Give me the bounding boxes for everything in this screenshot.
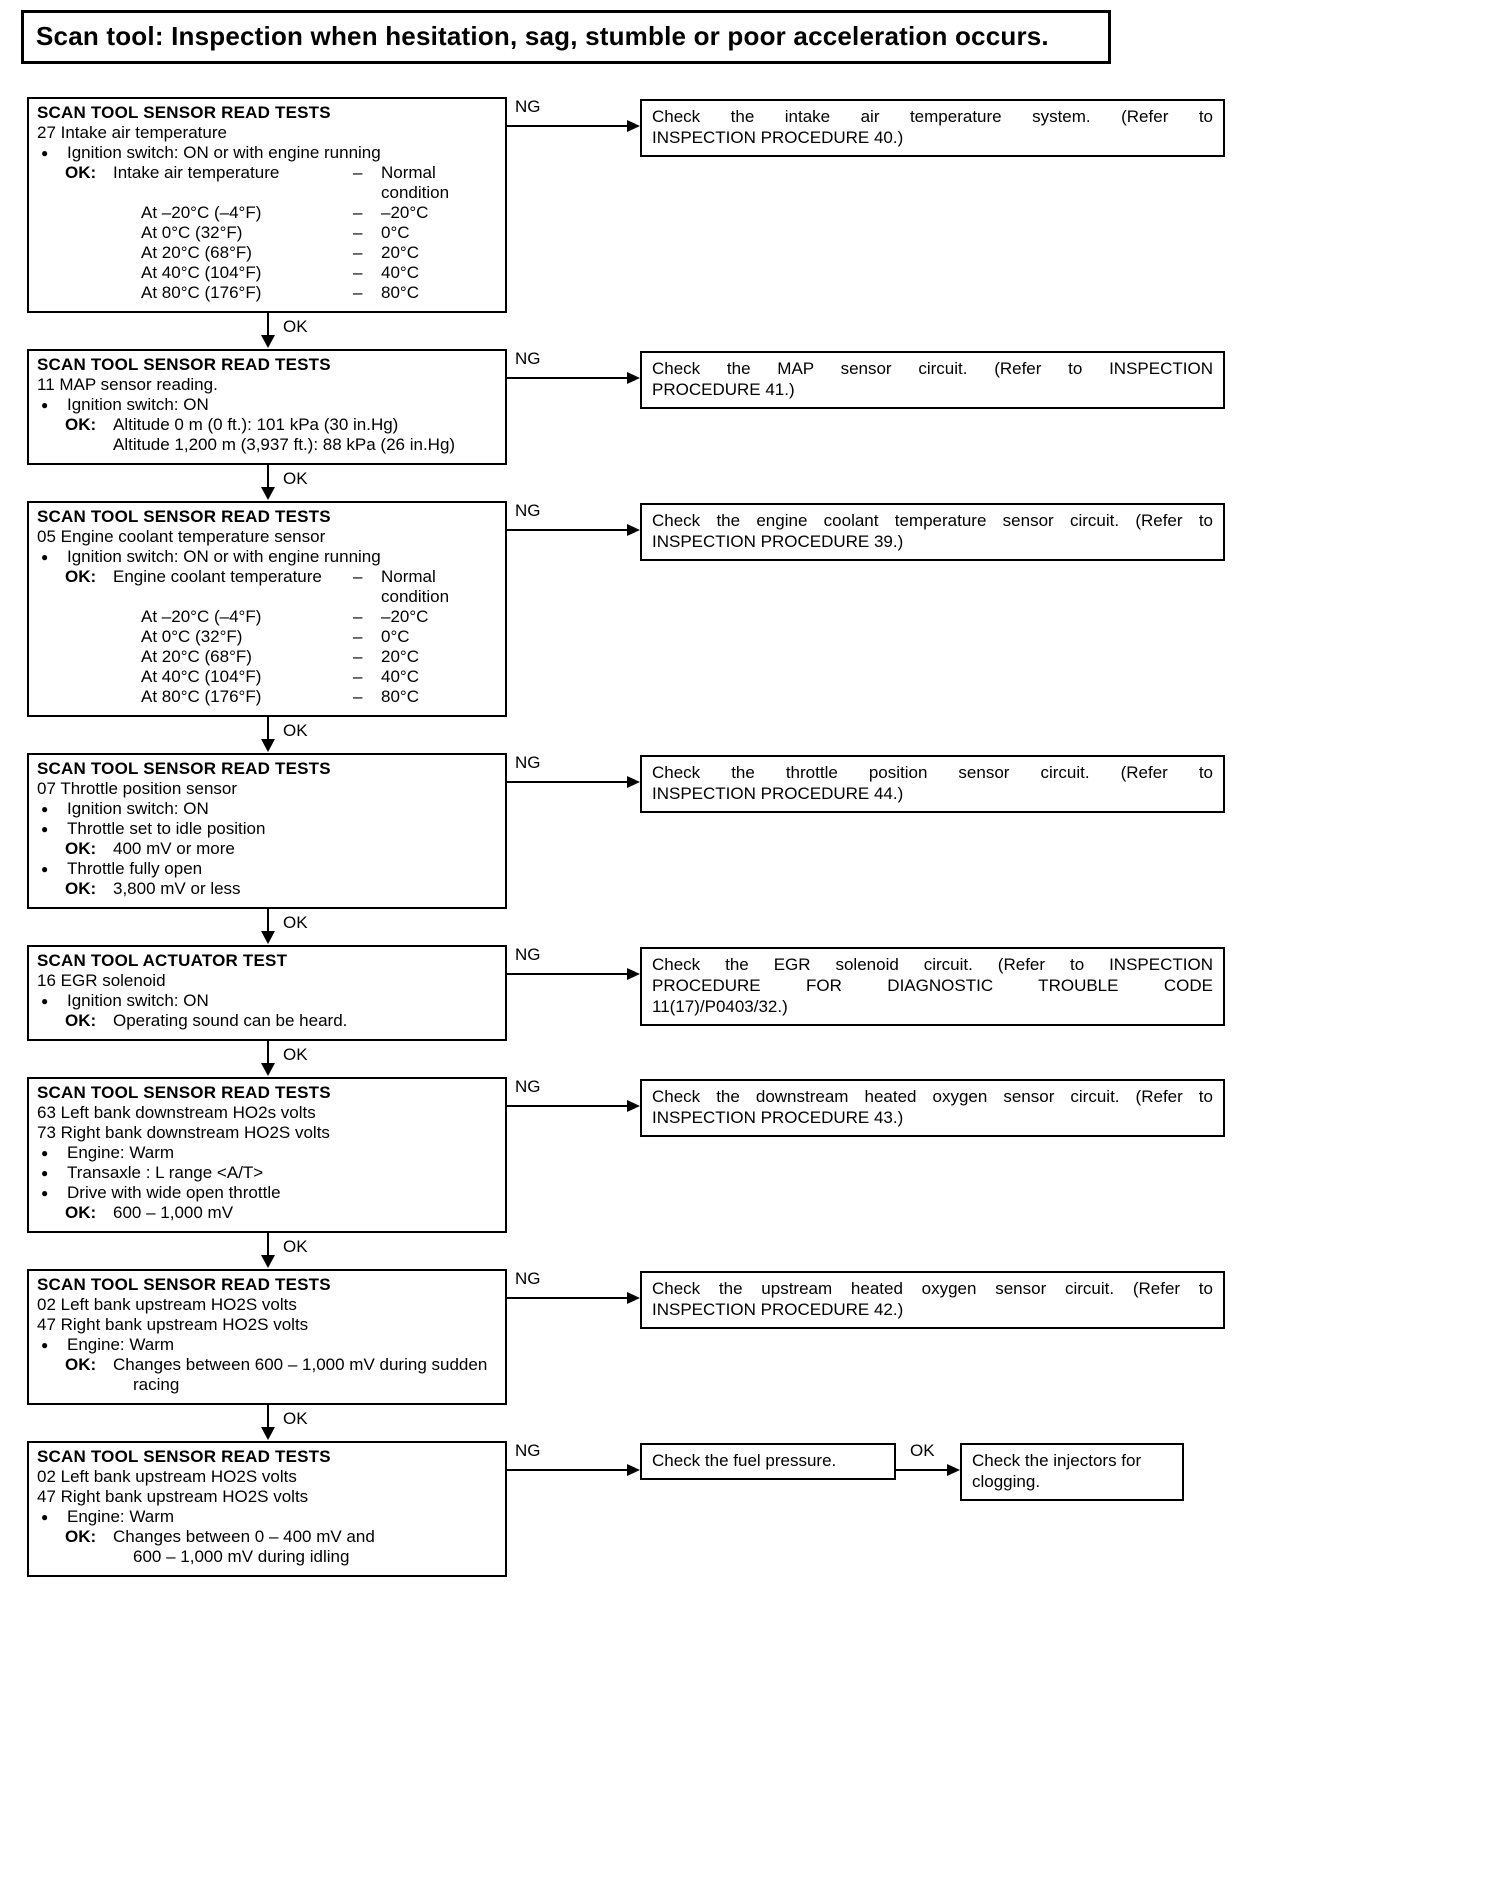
spec-value: Changes between 0 – 400 mV and [113, 1527, 375, 1546]
spec-condition: At 80°C (176°F) [141, 687, 262, 706]
ok-prefix: OK: [65, 163, 97, 182]
test-id-line: 05 Engine coolant temperature sensor [37, 527, 326, 546]
ng-label: NG [515, 1441, 541, 1460]
connector-line [505, 125, 629, 127]
connector-line [505, 1297, 629, 1299]
condition-row [37, 1143, 497, 1163]
result-text-line: Check the engine coolant temperature sensor circuit. (Refer to [652, 511, 1213, 530]
bullet-icon: ● [41, 398, 49, 412]
ng-result-box [640, 1079, 1225, 1137]
ok-label: OK [283, 913, 308, 932]
arrowhead-right-icon [627, 1292, 640, 1304]
test-id-line: 11 MAP sensor reading. [37, 375, 218, 394]
ng-connector [505, 945, 640, 987]
spec-value-continued: racing [133, 1375, 180, 1394]
arrowhead-down-icon [261, 739, 275, 752]
spec-value: 20°C [381, 243, 419, 262]
result-text-line: INSPECTION PROCEDURE 44.) [652, 784, 904, 803]
ng-connector [505, 349, 640, 391]
ok-label: OK [283, 317, 308, 336]
spec-value: 80°C [381, 687, 419, 706]
box-heading: SCAN TOOL ACTUATOR TEST [37, 951, 288, 970]
step-downstream-ho2s [27, 1077, 1487, 1233]
ok-label: OK [283, 721, 308, 740]
step-upstream-ho2s-racing [27, 1269, 1487, 1405]
ok-label: OK [283, 1409, 308, 1428]
bullet-icon: ● [41, 1510, 49, 1524]
ok-prefix: OK: [65, 567, 97, 586]
box-heading: SCAN TOOL SENSOR READ TESTS [37, 759, 331, 778]
condition-text: Ignition switch: ON or with engine running [67, 547, 381, 566]
ng-label: NG [515, 1077, 541, 1096]
bullet-icon: ● [41, 862, 49, 876]
test-id-line: 07 Throttle position sensor [37, 779, 238, 798]
test-box [27, 1077, 507, 1233]
bullet-icon: ● [41, 822, 49, 836]
spec-table-row [37, 243, 497, 263]
ng-label: NG [515, 349, 541, 368]
ng-connector [505, 97, 640, 139]
spec-condition: At 80°C (176°F) [141, 283, 262, 302]
condition-row [37, 1335, 497, 1355]
dash-separator: – [353, 627, 363, 646]
spec-value: 80°C [381, 283, 419, 302]
connector-line [267, 465, 269, 488]
dash-separator: – [353, 203, 363, 222]
ng-result-box [640, 1271, 1225, 1329]
test-box [27, 945, 507, 1041]
spec-value-continued: Altitude 1,200 m (3,937 ft.): 88 kPa (26 in.Hg) [113, 435, 456, 454]
result-text-line: Check the throttle position sensor circuit. (Refer to [652, 763, 1213, 782]
condition-text: Ignition switch: ON [67, 395, 209, 414]
ok-connector [27, 465, 507, 501]
spec-value: Altitude 0 m (0 ft.): 101 kPa (30 in.Hg) [113, 415, 399, 434]
bullet-icon: ● [41, 1166, 49, 1180]
condition-text: Ignition switch: ON or with engine running [67, 143, 381, 162]
ng-result-box [640, 1443, 896, 1480]
dash-separator: – [353, 223, 363, 242]
flowchart [27, 97, 1487, 1577]
ng-label: NG [515, 1269, 541, 1288]
ok-prefix: OK: [65, 879, 97, 898]
arrowhead-right-icon [627, 1100, 640, 1112]
spec-value: 40°C [381, 263, 419, 282]
condition-row [37, 991, 497, 1011]
result-text-line: Check the downstream heated oxygen sensor circuit. (Refer to [652, 1087, 1213, 1106]
bullet-icon: ● [41, 994, 49, 1008]
spec-condition: At –20°C (–4°F) [141, 607, 262, 626]
ng-result-box [640, 947, 1225, 1026]
arrowhead-right-icon [627, 372, 640, 384]
condition-row [37, 547, 497, 567]
spec-table-row [37, 627, 497, 647]
test-id-line: 73 Right bank downstream HO2S volts [37, 1123, 330, 1142]
ok-prefix: OK: [65, 839, 97, 858]
condition-row [37, 1163, 497, 1183]
ok-spec-row [37, 839, 497, 859]
connector-line [505, 1469, 629, 1471]
arrowhead-down-icon [261, 1255, 275, 1268]
ok-connector [27, 1041, 507, 1077]
ok-label: OK [283, 1237, 308, 1256]
result-text-line: PROCEDURE FOR DIAGNOSTIC TROUBLE CODE [652, 976, 1213, 995]
ok-spec-row [37, 1527, 497, 1547]
connector-line [267, 717, 269, 740]
step-upstream-ho2s-idling [27, 1441, 1487, 1577]
ok-label: OK [283, 469, 308, 488]
spec-condition: At 0°C (32°F) [141, 627, 243, 646]
test-box [27, 349, 507, 465]
arrowhead-down-icon [261, 1427, 275, 1440]
connector-line [267, 1405, 269, 1428]
result-text-line: Check the EGR solenoid circuit. (Refer to INSPECTION [652, 955, 1213, 974]
spec-table-row [37, 667, 497, 687]
test-box [27, 501, 507, 717]
step-intake-air-temperature [27, 97, 1487, 313]
box-heading: SCAN TOOL SENSOR READ TESTS [37, 355, 331, 374]
connector-line [267, 1041, 269, 1064]
dash-separator: – [353, 243, 363, 262]
page-title: Scan tool: Inspection when hesitation, sag, stumble or poor acceleration occurs. [21, 10, 1111, 64]
spec-table-row [37, 203, 497, 223]
test-box [27, 753, 507, 909]
ng-result-box [640, 99, 1225, 157]
condition-text: Throttle set to idle position [67, 819, 266, 838]
ok-result-box [960, 1443, 1184, 1501]
result-text-line: Check the injectors for [972, 1451, 1142, 1470]
condition-row [37, 1507, 497, 1527]
spec-table-row [37, 283, 497, 303]
result-text-line: INSPECTION PROCEDURE 43.) [652, 1108, 904, 1127]
spec-table-row [37, 263, 497, 283]
box-heading: SCAN TOOL SENSOR READ TESTS [37, 1275, 331, 1294]
test-id-line: 47 Right bank upstream HO2S volts [37, 1315, 309, 1334]
spec-table-row [37, 687, 497, 707]
spec-name: Engine coolant temperature [113, 567, 322, 586]
box-heading: SCAN TOOL SENSOR READ TESTS [37, 1447, 331, 1466]
arrowhead-down-icon [261, 487, 275, 500]
step-engine-coolant-temperature [27, 501, 1487, 717]
ng-connector [505, 501, 640, 543]
dash-separator: – [353, 607, 363, 626]
ok-connector [27, 1233, 507, 1269]
condition-row [37, 819, 497, 839]
spec-value: –20°C [381, 203, 429, 222]
result-text-line: INSPECTION PROCEDURE 42.) [652, 1300, 904, 1319]
connector-line [267, 1233, 269, 1256]
test-id-line: 02 Left bank upstream HO2S volts [37, 1295, 297, 1314]
ok-prefix: OK: [65, 1355, 97, 1374]
ng-connector [505, 753, 640, 795]
ng-result-box [640, 503, 1225, 561]
connector-line [505, 1105, 629, 1107]
ok-connector [27, 717, 507, 753]
connector-line [505, 781, 629, 783]
ok-spec-row [37, 567, 497, 607]
ng-connector [505, 1077, 640, 1119]
condition-row [37, 1183, 497, 1203]
spec-table-row [37, 647, 497, 667]
dash-separator: – [353, 263, 363, 282]
ok-spec-row [37, 1011, 497, 1031]
ng-label: NG [515, 945, 541, 964]
spec-value: Normal condition [381, 567, 450, 606]
condition-text: Throttle fully open [67, 859, 203, 878]
condition-text: Ignition switch: ON [67, 991, 209, 1010]
test-id-line: 27 Intake air temperature [37, 123, 227, 142]
connector-line [896, 1469, 949, 1471]
arrowhead-right-icon [627, 1464, 640, 1476]
connector-line [505, 973, 629, 975]
result-text-line: Check the MAP sensor circuit. (Refer to INSPECTION [652, 359, 1213, 378]
ok-label: OK [910, 1441, 935, 1460]
step-map-sensor [27, 349, 1487, 465]
step-egr-solenoid [27, 945, 1487, 1041]
connector-line [267, 909, 269, 932]
dash-separator: – [353, 283, 363, 302]
arrowhead-right-icon [627, 968, 640, 980]
result-text-line: INSPECTION PROCEDURE 40.) [652, 128, 904, 147]
spec-value: Normal condition [381, 163, 450, 202]
ok-label: OK [283, 1045, 308, 1064]
dash-separator: – [353, 163, 363, 182]
result-text-line: 11(17)/P0403/32.) [652, 997, 788, 1016]
test-box [27, 97, 507, 313]
connector-line [267, 313, 269, 336]
box-heading: SCAN TOOL SENSOR READ TESTS [37, 103, 331, 122]
spec-value: 3,800 mV or less [113, 879, 241, 898]
condition-text: Ignition switch: ON [67, 799, 209, 818]
condition-row [37, 859, 497, 879]
box-heading: SCAN TOOL SENSOR READ TESTS [37, 1083, 331, 1102]
arrowhead-right-icon [627, 524, 640, 536]
ok-prefix: OK: [65, 415, 97, 434]
ok-connector [27, 313, 507, 349]
ng-label: NG [515, 97, 541, 116]
dash-separator: – [353, 667, 363, 686]
ok-connector [896, 1441, 960, 1483]
arrowhead-down-icon [261, 931, 275, 944]
arrowhead-down-icon [261, 1063, 275, 1076]
result-text-line: clogging. [972, 1472, 1041, 1491]
spec-condition: At –20°C (–4°F) [141, 203, 262, 222]
ok-spec-row [37, 163, 497, 203]
ng-result-box [640, 351, 1225, 409]
result-text-line: PROCEDURE 41.) [652, 380, 795, 399]
spec-value: 0°C [381, 223, 410, 242]
spec-value: 40°C [381, 667, 419, 686]
bullet-icon: ● [41, 1186, 49, 1200]
result-text-line: Check the upstream heated oxygen sensor circuit. (Refer to [652, 1279, 1213, 1298]
connector-line [505, 377, 629, 379]
spec-value: 400 mV or more [113, 839, 235, 858]
condition-row [37, 799, 497, 819]
condition-text: Engine: Warm [67, 1335, 175, 1354]
condition-text: Engine: Warm [67, 1143, 175, 1162]
ok-spec-row [37, 879, 497, 899]
arrowhead-right-icon [947, 1464, 960, 1476]
ng-connector [505, 1269, 640, 1311]
result-text-line: Check the intake air temperature system. (Refer to [652, 107, 1213, 126]
test-id-line: 63 Left bank downstream HO2s volts [37, 1103, 316, 1122]
test-id-line: 02 Left bank upstream HO2S volts [37, 1467, 297, 1486]
bullet-icon: ● [41, 146, 49, 160]
bullet-icon: ● [41, 550, 49, 564]
ng-connector [505, 1441, 640, 1483]
ok-spec-row [37, 1355, 497, 1375]
dash-separator: – [353, 687, 363, 706]
ng-label: NG [515, 753, 541, 772]
spec-condition: At 20°C (68°F) [141, 243, 252, 262]
connector-line [505, 529, 629, 531]
test-box [27, 1269, 507, 1405]
test-box [27, 1441, 507, 1577]
spec-value: Changes between 600 – 1,000 mV during sudden [113, 1355, 488, 1374]
arrowhead-right-icon [627, 120, 640, 132]
condition-row [37, 395, 497, 415]
spec-value: 0°C [381, 627, 410, 646]
ok-connector [27, 909, 507, 945]
spec-value: Operating sound can be heard. [113, 1011, 348, 1030]
result-text-line: INSPECTION PROCEDURE 39.) [652, 532, 904, 551]
spec-value: 600 – 1,000 mV [113, 1203, 234, 1222]
spec-name: Intake air temperature [113, 163, 280, 182]
box-heading: SCAN TOOL SENSOR READ TESTS [37, 507, 331, 526]
spec-condition: At 0°C (32°F) [141, 223, 243, 242]
ok-connector [27, 1405, 507, 1441]
ok-spec-row [37, 1203, 497, 1223]
step-throttle-position-sensor [27, 753, 1487, 909]
ok-prefix: OK: [65, 1011, 97, 1030]
spec-condition: At 40°C (104°F) [141, 263, 262, 282]
spec-value-continued: 600 – 1,000 mV during idling [133, 1547, 350, 1566]
dash-separator: – [353, 567, 363, 586]
spec-condition: At 40°C (104°F) [141, 667, 262, 686]
spec-value: 20°C [381, 647, 419, 666]
ng-label: NG [515, 501, 541, 520]
result-text-line: Check the fuel pressure. [652, 1451, 837, 1470]
condition-row [37, 143, 497, 163]
ok-spec-row [37, 415, 497, 435]
bullet-icon: ● [41, 1146, 49, 1160]
dash-separator: – [353, 647, 363, 666]
arrowhead-right-icon [627, 776, 640, 788]
test-id-line: 16 EGR solenoid [37, 971, 166, 990]
arrowhead-down-icon [261, 335, 275, 348]
condition-text: Engine: Warm [67, 1507, 175, 1526]
ok-prefix: OK: [65, 1527, 97, 1546]
spec-condition: At 20°C (68°F) [141, 647, 252, 666]
condition-text: Transaxle : L range <A/T> [67, 1163, 264, 1182]
spec-value: –20°C [381, 607, 429, 626]
ok-prefix: OK: [65, 1203, 97, 1222]
spec-table-row [37, 607, 497, 627]
spec-table-row [37, 223, 497, 243]
condition-text: Drive with wide open throttle [67, 1183, 281, 1202]
test-id-line: 47 Right bank upstream HO2S volts [37, 1487, 309, 1506]
bullet-icon: ● [41, 802, 49, 816]
bullet-icon: ● [41, 1338, 49, 1352]
ng-result-box [640, 755, 1225, 813]
